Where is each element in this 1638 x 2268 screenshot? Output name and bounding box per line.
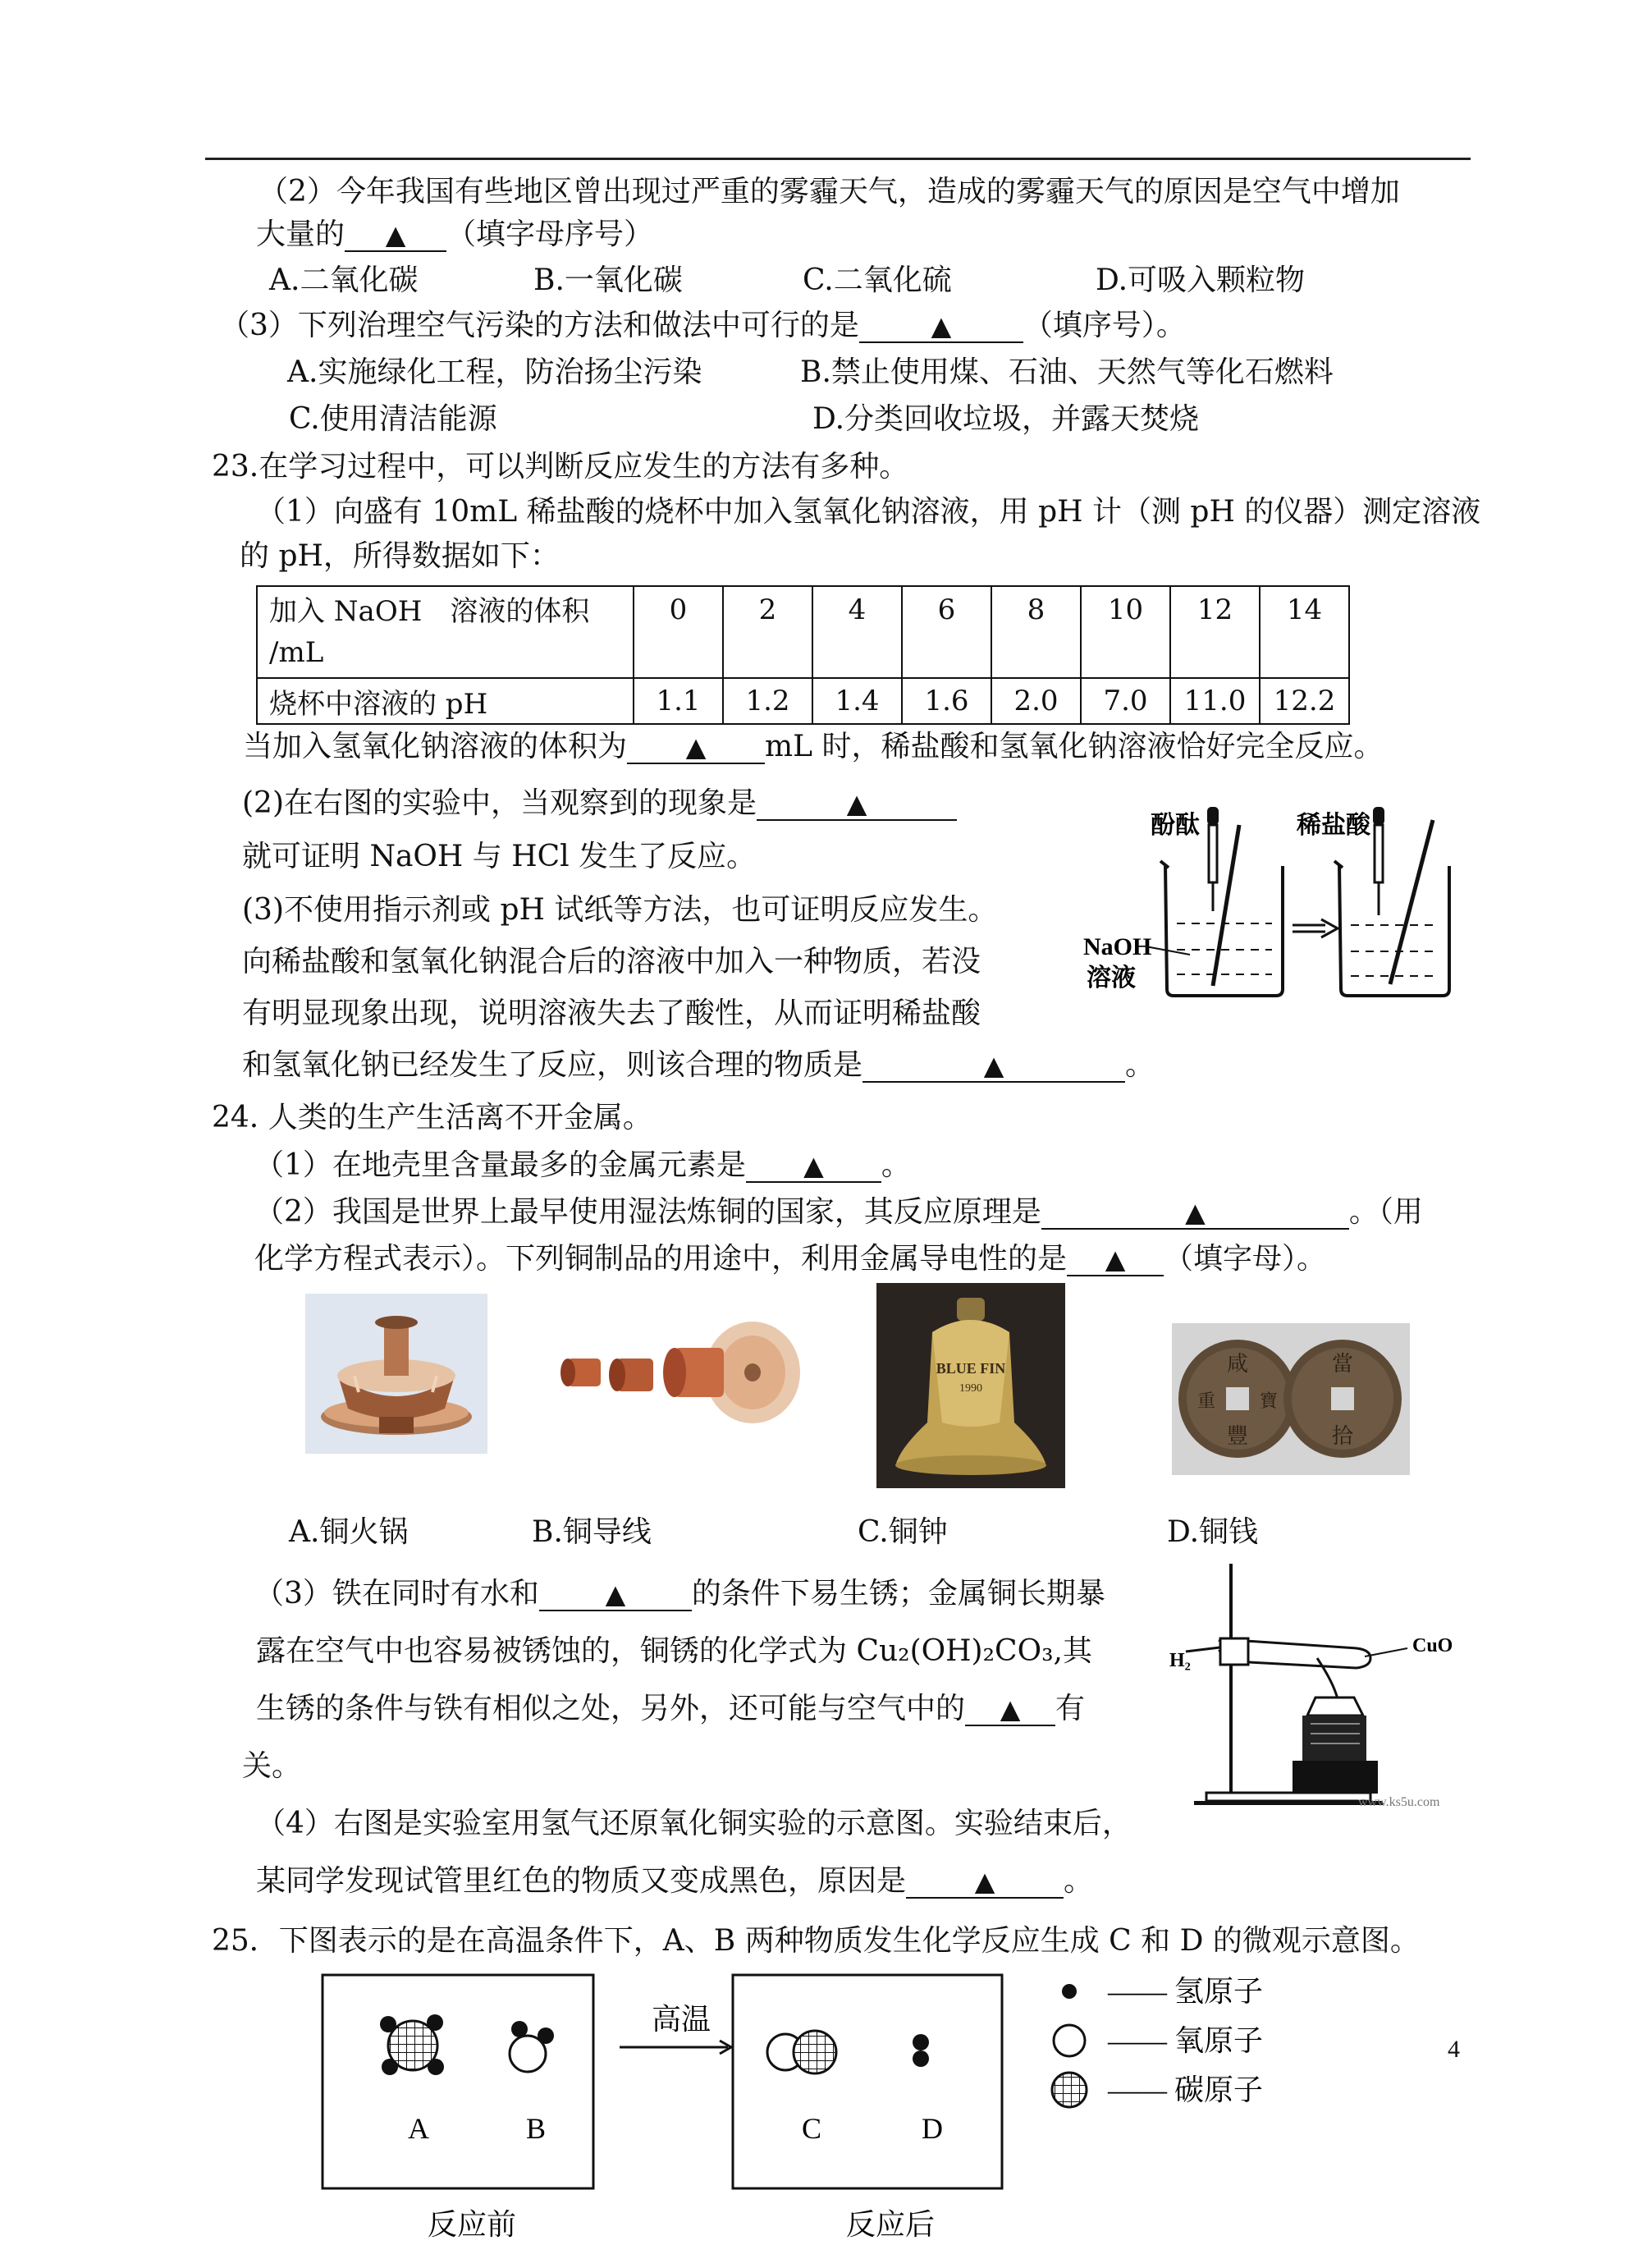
after-box (733, 1975, 1002, 2188)
legend-hydrogen-label: —— 氢原子 (1108, 1975, 1264, 2008)
table-cell: 12.2 (1260, 678, 1349, 724)
q24-title: 24. 人类的生产生活离不开金属。 (212, 1101, 652, 1134)
caption-b: B.铜导线 (532, 1515, 652, 1549)
q22-option-d: D.可吸入颗粒物 (1096, 263, 1306, 297)
q23-title: 23.在学习过程中，可以判断反应发生的方法有多种。 (212, 450, 909, 483)
q23-p1-line1: （1）向盛有 10mL 稀盐酸的烧杯中加入氢氧化钠溶液，用 pH 计（测 pH 的仪器）测定溶液 (256, 495, 1481, 529)
copper-hotpot-image (305, 1294, 487, 1454)
q22-p3-option-a: A.实施绿化工程，防治扬尘污染 (287, 355, 702, 389)
q24-p3-line3: 生锈的条件与铁有相似之处，另外，还可能与空气中的 ▲ 有 (256, 1692, 1086, 1725)
legend-oxygen-symbol (1054, 2025, 1085, 2056)
label-cuo: CuO (1412, 1635, 1453, 1656)
label-solution: 溶液 (1087, 964, 1136, 992)
q22-option-a: A.二氧化碳 (269, 263, 419, 297)
q23-p3-line1: (3)不使用指示剂或 pH 试纸等方法，也可证明反应发生。 (242, 893, 998, 927)
dropper-left (1207, 807, 1219, 911)
table-cell: 7.0 (1081, 678, 1170, 724)
coin-char: 豐 (1226, 1424, 1249, 1448)
q23-p2-line1: (2)在右图的实验中，当观察到的现象是 ▲ (242, 786, 957, 822)
neutralization-beaker-figure (1075, 800, 1461, 1010)
legend (1052, 1975, 1263, 2107)
label-naoh: NaOH (1083, 933, 1152, 960)
table-cell: 1.2 (723, 678, 812, 724)
q24-p4-line2: 某同学发现试管里红色的物质又变成黑色，原因是 ▲ 。 (256, 1864, 1094, 1898)
table-cell: 11.0 (1170, 678, 1260, 724)
header-rule (205, 158, 1471, 160)
watermark: www.ks5u.com (1358, 1795, 1440, 1809)
answer-blank[interactable]: ▲ (345, 219, 446, 252)
q24-p3-line2: 露在空气中也容易被锈蚀的，铜锈的化学式为 Cu₂(OH)₂CO₃,其 (256, 1634, 1092, 1668)
q22-p3-option-b: B.禁止使用煤、石油、天然气等化石燃料 (800, 355, 1334, 389)
legend-hydrogen-symbol (1062, 1984, 1077, 1999)
before-box (323, 1975, 593, 2188)
q23-p1-answer: 当加入氢氧化钠溶液的体积为 ▲ mL 时，稀盐酸和氢氧化钠溶液恰好完全反应。 (243, 730, 1384, 763)
q23-p2-line2: 就可证明 NaOH 与 HCl 发生了反应。 (242, 840, 757, 873)
copper-coins-image (1172, 1323, 1410, 1475)
answer-blank[interactable]: ▲ (965, 1693, 1055, 1726)
coin-char: 當 (1331, 1352, 1354, 1376)
q24-p2-line1: （2）我国是世界上最早使用湿法炼铜的国家，其反应原理是 ▲ 。（用 (254, 1195, 1423, 1229)
page-number: 4 (1448, 2036, 1460, 2063)
coin-char: 寶 (1259, 1391, 1279, 1411)
table-cell: 1.4 (812, 678, 902, 724)
q22-p3-option-c: C.使用清洁能源 (289, 402, 497, 436)
q25-title: 25．下图表示的是在高温条件下，A、B 两种物质发生化学反应生成 C 和 D 的微观示意图。 (212, 1924, 1420, 1958)
q22-p3-option-d: D.分类回收垃圾，并露天焚烧 (812, 402, 1200, 436)
q22-p2-line1: （2）今年我国有些地区曾出现过严重的雾霾天气，造成的雾霾天气的原因是空气中增加 (259, 175, 1400, 208)
table-cell: 6 (902, 586, 991, 678)
answer-blank[interactable]: ▲ (757, 788, 957, 821)
table-cell: 0 (634, 586, 723, 678)
coin-char: 重 (1196, 1391, 1216, 1411)
table-cell: 8 (991, 586, 1081, 678)
q22-option-b: B.一氧化碳 (533, 263, 683, 297)
answer-blank[interactable]: ▲ (859, 310, 1023, 343)
caption-d: D.铜钱 (1167, 1515, 1259, 1549)
ph-data-table (256, 585, 1350, 725)
table-cell: 1.1 (634, 678, 723, 724)
legend-carbon-label: —— 碳原子 (1108, 2073, 1264, 2106)
caption-c: C.铜钟 (858, 1515, 948, 1549)
bell-year: 1990 (959, 1382, 982, 1395)
q22-option-c: C.二氧化硫 (803, 263, 952, 297)
q22-p2-line2: 大量的 ▲ （填字母序号） (256, 218, 654, 251)
table-cell: 2 (723, 586, 812, 678)
copper-bell-image (876, 1283, 1065, 1488)
legend-oxygen-label: —— 氧原子 (1108, 2024, 1264, 2057)
label-c: C (801, 2112, 822, 2145)
table-cell: 12 (1170, 586, 1260, 678)
dropper-right (1373, 807, 1384, 915)
answer-blank[interactable]: ▲ (539, 1578, 692, 1611)
caption-before: 反应前 (427, 2208, 517, 2241)
q24-p3-line4: 关。 (242, 1749, 302, 1783)
legend-carbon-symbol (1052, 2073, 1087, 2107)
copper-wire-image (551, 1313, 806, 1432)
table-header-ph: 烧杯中溶液的 pH (257, 678, 634, 724)
q24-p1: （1）在地壳里含量最多的金属元素是 ▲ 。 (254, 1148, 911, 1182)
q22-p3: （3）下列治理空气污染的方法和做法中可行的是 ▲ （填序号）。 (220, 309, 1186, 342)
caption-a: A.铜火锅 (289, 1515, 409, 1549)
reaction-micro-diagram (316, 1970, 1465, 2249)
q23-p1-line2: 的 pH，所得数据如下： (240, 539, 560, 573)
table-cell: 4 (812, 586, 902, 678)
answer-blank[interactable]: ▲ (1067, 1244, 1164, 1276)
q23-p3-line3: 有明显现象出现，说明溶液失去了酸性，从而证明稀盐酸 (242, 997, 981, 1030)
molecule-c (767, 2031, 836, 2073)
molecule-a (380, 2014, 444, 2075)
label-h2: H₂ (1169, 1650, 1191, 1671)
answer-blank[interactable]: ▲ (1041, 1197, 1349, 1230)
bell-inscription: BLUE FIN (936, 1360, 1006, 1377)
beaker-right (1334, 820, 1449, 996)
beaker-left (1160, 825, 1283, 996)
label-d: D (922, 2112, 943, 2145)
label-a: A (408, 2112, 429, 2145)
hydrogen-reduction-apparatus (1169, 1560, 1469, 1814)
coin-char: 咸 (1226, 1352, 1249, 1376)
label-phenolphthalein: 酚酞 (1151, 812, 1200, 839)
answer-blank[interactable]: ▲ (746, 1150, 881, 1183)
table-cell: 2.0 (991, 678, 1081, 724)
label-b: B (525, 2112, 547, 2145)
label-hydrochloric-acid: 稀盐酸 (1297, 812, 1370, 839)
answer-blank[interactable]: ▲ (627, 731, 765, 764)
answer-blank[interactable]: ▲ (862, 1050, 1125, 1083)
q24-p2-line2: 化学方程式表示）。下列铜制品的用途中，利用金属导电性的是 ▲ （填字母）。 (254, 1242, 1327, 1276)
caption-after: 反应后 (845, 2208, 936, 2241)
q24-p3-line1: （3）铁在同时有水和 ▲ 的条件下易生锈；金属铜长期暴 (254, 1577, 1105, 1611)
answer-blank[interactable]: ▲ (906, 1866, 1064, 1899)
q23-p3-line2: 向稀盐酸和氢氧化钠混合后的溶液中加入一种物质，若没 (242, 945, 981, 978)
table-cell: 10 (1081, 586, 1170, 678)
q23-p3-line4: 和氢氧化钠已经发生了反应，则该合理的物质是 ▲ 。 (242, 1048, 1155, 1082)
table-header-volume: 加入 NaOH 溶液的体积 /mL (257, 586, 634, 678)
coin-char: 拾 (1331, 1424, 1354, 1448)
table-cell: 14 (1260, 586, 1349, 678)
q24-p4-line1: （4）右图是实验室用氢气还原氧化铜实验的示意图。实验结束后， (256, 1807, 1132, 1840)
table-cell: 1.6 (902, 678, 991, 724)
process-arrow (1293, 919, 1338, 937)
arrow-label: 高温 (651, 2003, 711, 2036)
